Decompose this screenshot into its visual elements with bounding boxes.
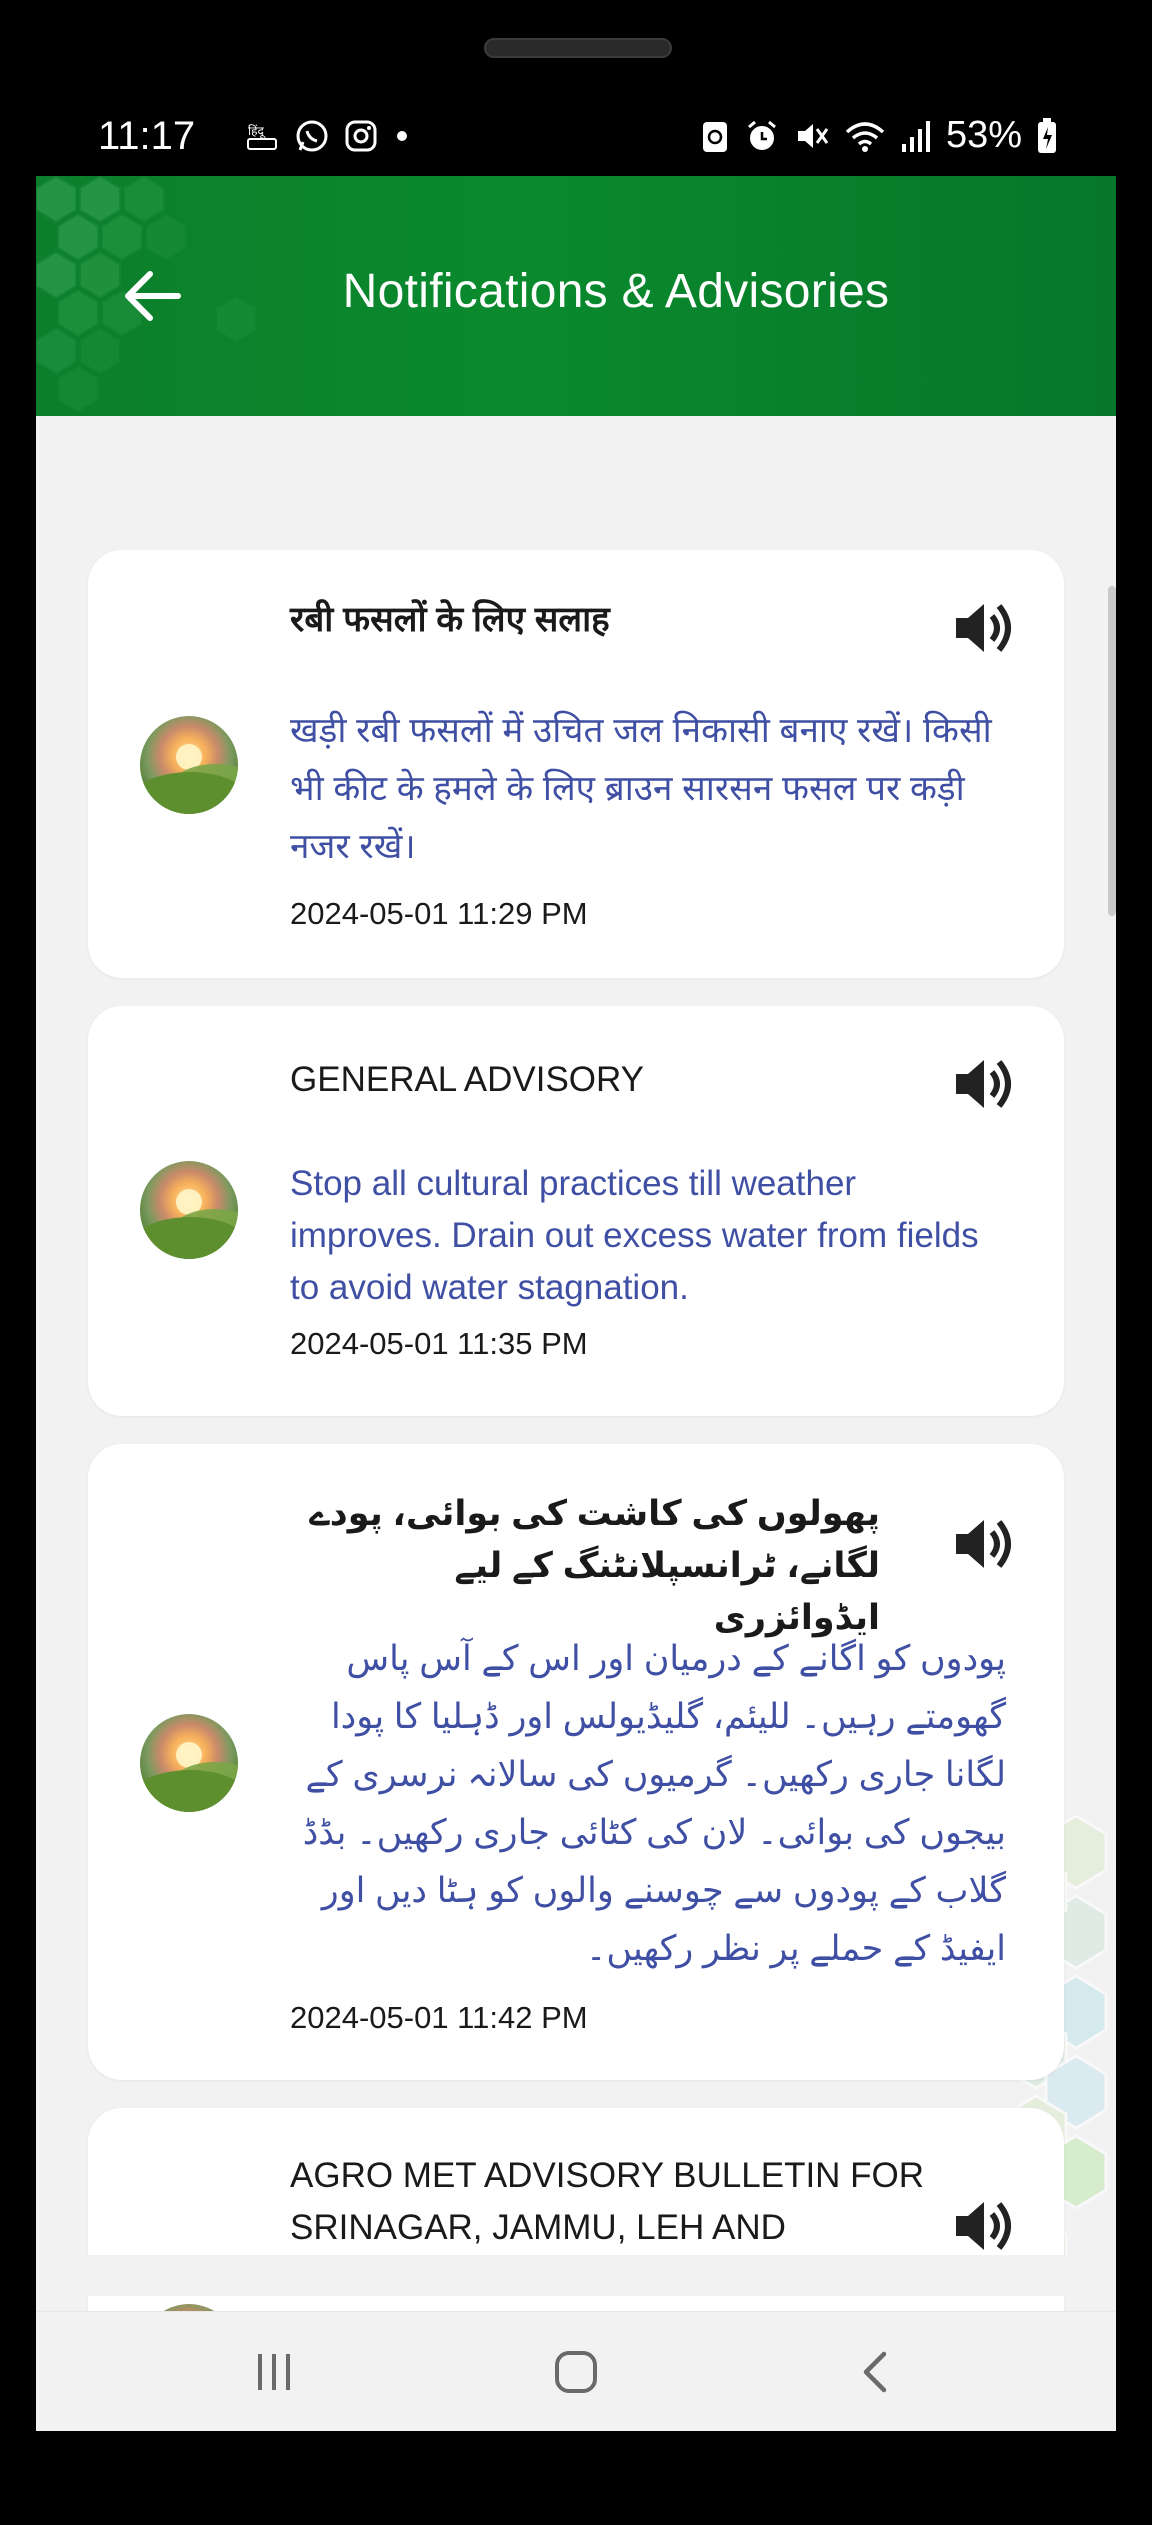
back-icon — [856, 2348, 896, 2396]
app-header — [36, 176, 1116, 416]
speaker-icon[interactable] — [952, 1512, 1016, 1576]
notification-title: रबी फसलों के लिए सलाह — [290, 600, 610, 639]
notification-timestamp: 2024-05-01 11:42 PM — [290, 2000, 588, 2035]
notification-card[interactable] — [88, 1006, 1064, 1416]
notification-title: GENERAL ADVISORY — [290, 1060, 645, 1099]
phone-screen — [36, 96, 1116, 2431]
notification-body: खड़ी रबी फसलों में उचित जल निकासी बनाए रखें। किसी भी कीट के हमले के लिए ब्राउन सारसन फसल पर कड़ी नजर रखें। — [290, 711, 992, 866]
notification-timestamp: 2024-05-01 11:35 PM — [290, 1326, 588, 1361]
notification-title: پھولوں کی کاشت کی بوائی، پودے لگانے، ٹرانسپلانٹنگ کے لیے ایڈوائزری — [309, 1494, 880, 1637]
system-nav-bar — [36, 2311, 1116, 2431]
sim-icon — [246, 119, 280, 153]
recents-button[interactable] — [234, 2342, 314, 2402]
dot-icon — [392, 126, 412, 146]
list-clip-area — [36, 2255, 1116, 2296]
instagram-icon — [344, 119, 378, 153]
page-title: Notifications & Advisories — [342, 265, 890, 318]
avatar — [140, 1161, 238, 1259]
battery-icon — [1036, 117, 1058, 155]
alarm-icon — [744, 118, 780, 154]
speaker-icon[interactable] — [952, 1052, 1016, 1116]
notification-card[interactable] — [88, 550, 1064, 978]
speaker-icon[interactable] — [952, 2194, 1016, 2258]
phone-earpiece — [484, 38, 672, 58]
notification-timestamp: 2024-05-01 11:29 PM — [290, 896, 588, 931]
mute-icon — [794, 118, 830, 154]
recents-icon — [252, 2350, 296, 2394]
notification-body: Stop all cultural practices till weather improves. Drain out excess water from fields to avoid water stagnation. — [290, 1164, 979, 1307]
home-icon — [552, 2348, 600, 2396]
notification-title: AGRO MET ADVISORY BULLETIN FOR SRINAGAR, JAMMU, LEH AND — [290, 2156, 925, 2247]
status-time: 11:17 — [98, 114, 196, 158]
wifi-icon — [844, 118, 886, 154]
home-button[interactable] — [536, 2342, 616, 2402]
sync-icon — [700, 118, 730, 154]
avatar — [140, 716, 238, 814]
notification-card[interactable] — [88, 1444, 1064, 2080]
scrollbar[interactable] — [1108, 586, 1116, 916]
svg-text:हिंदू: हिंदू — [248, 124, 264, 138]
status-right-icons — [700, 114, 1058, 157]
notification-body: پودوں کو اگانے کے درمیان اور اس کے آس پاس گھومتے رہیں۔ للیئم، گلیڈیولس اور ڈہلیا کا پودا لگانا جاری رکھیں۔ گرمیوں کی سالانہ نرسری کے بیجوں کی بوائی۔ لان کی کٹائی جاری رکھیں۔ بڈڈ گلاب کے پودوں سے چوسنے والوں کو ہٹا دیں اور ایفیڈ کے حملے پر نظر رکھیں۔ — [302, 1639, 1006, 1968]
battery-percentage: 53% — [945, 114, 1022, 156]
signal-icon — [900, 118, 932, 154]
avatar — [140, 1714, 238, 1812]
status-left-icons — [246, 118, 412, 154]
back-nav-button[interactable] — [836, 2342, 916, 2402]
status-bar — [36, 96, 1116, 176]
whatsapp-icon — [294, 118, 330, 154]
notifications-list[interactable] — [36, 416, 1116, 2296]
speaker-icon[interactable] — [952, 596, 1016, 660]
